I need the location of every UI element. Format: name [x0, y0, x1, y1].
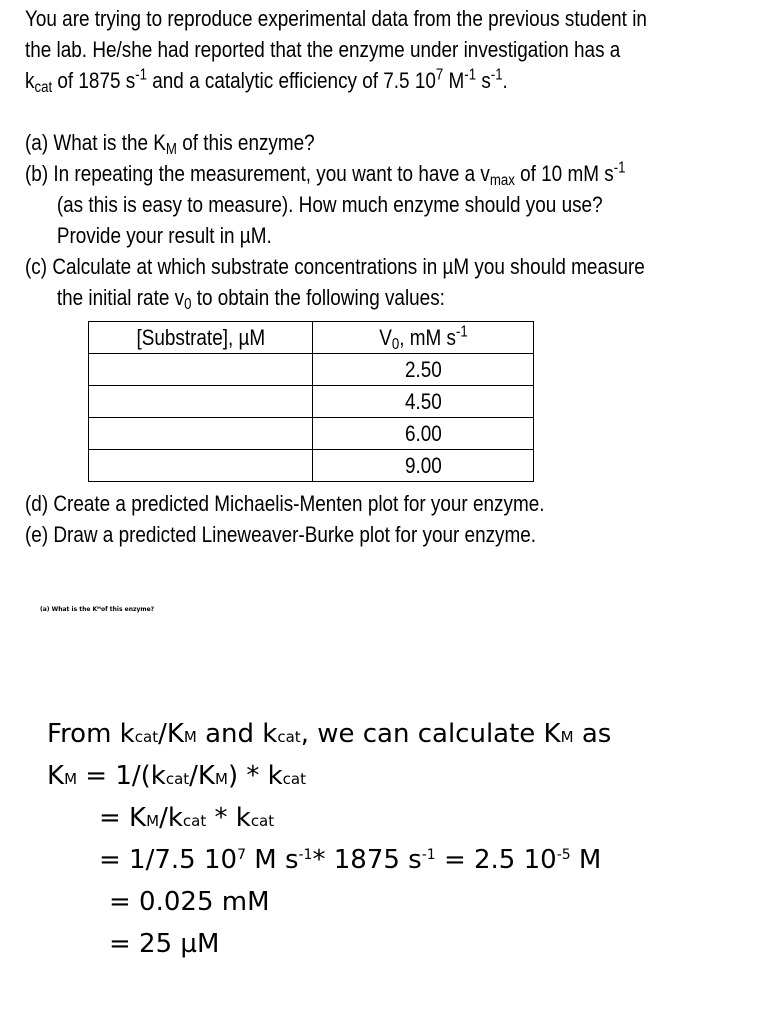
question-d: (d) Create a predicted Michaelis-Menten plot for your enzyme.	[25, 491, 545, 516]
answer-text: M	[570, 845, 602, 875]
answer-small: cat	[282, 770, 306, 788]
v0-subscript: 0	[184, 295, 192, 313]
question-a	[25, 127, 645, 158]
table-row	[89, 418, 534, 450]
substrate-cell	[89, 450, 313, 482]
table-header-row	[89, 322, 534, 354]
intro-efficiency-text: and a catalytic efficiency of 7.5 10	[146, 68, 436, 93]
question-b-line-3: Provide your result in µM.	[56, 223, 272, 248]
answer-exponent: -5	[556, 847, 571, 863]
answer-exponent: -1	[421, 847, 436, 863]
header-v0	[313, 322, 534, 354]
v0-value: 6.00	[404, 420, 442, 446]
table-row	[89, 354, 534, 386]
km-subscript: M	[165, 140, 177, 158]
answer-exponent: 7	[237, 847, 246, 863]
v0-unit: , mM s	[398, 324, 456, 350]
answer-text: /K	[189, 761, 215, 791]
question-b-text: (b) In repeating the measurement, you want to have a v	[25, 161, 490, 186]
answer-line-6: = 25 µM	[109, 929, 220, 959]
intro-kcat-value: of 1875 s	[52, 68, 136, 93]
header-substrate-label: [Substrate], µM	[136, 324, 265, 350]
answer-block	[47, 713, 611, 965]
question-e: (e) Draw a predicted Lineweaver-Burke plot for your enzyme.	[25, 522, 537, 547]
v0-value: 9.00	[404, 452, 442, 478]
answer-text: M s	[245, 845, 299, 875]
answer-small: cat	[165, 770, 190, 788]
answer-small: M	[64, 770, 78, 788]
question-c: (c) Calculate at which substrate concentrations in µM you should measure	[25, 254, 645, 279]
kcat-subscript: cat	[34, 78, 53, 96]
intro-exponent: -1	[490, 66, 503, 84]
answer-text: as	[573, 719, 612, 749]
answer-exponent: -1	[298, 847, 313, 863]
answer-text: * k	[206, 803, 251, 833]
intro-unit: M	[443, 68, 465, 93]
intro-line-3	[25, 65, 647, 96]
v0-cell	[313, 386, 534, 418]
v0-subscript: 0	[391, 335, 399, 353]
answer-text: /k	[159, 803, 183, 833]
v0-unit-exponent: -1	[455, 323, 468, 341]
answer-small: M	[146, 812, 160, 830]
intro-exponent: -1	[135, 66, 147, 84]
intro-line-1: You are trying to reproduce experimental data from the previous student in	[25, 6, 647, 31]
v0-value: 2.50	[404, 356, 442, 382]
v0-cell	[313, 354, 534, 386]
intro-unit: s	[476, 68, 491, 93]
intro-line-2: the lab. He/she had reported that the enzyme under investigation has a	[25, 37, 621, 62]
question-b	[25, 158, 645, 189]
answer-small: cat	[277, 728, 301, 746]
answer-text: /K	[158, 719, 184, 749]
answer-text: * 1875 s	[312, 845, 422, 875]
answer-text: K	[47, 761, 65, 791]
question-c-text-end: to obtain the following values:	[191, 285, 445, 310]
v0-cell	[313, 418, 534, 450]
v0-symbol: V	[378, 324, 392, 350]
answer-line-1	[47, 713, 611, 755]
answer-small: M	[214, 770, 228, 788]
v0-value: 4.50	[404, 388, 442, 414]
substrate-cell	[89, 418, 313, 450]
question-a-text: (a) What is the K	[25, 130, 166, 155]
intro-period: .	[502, 68, 508, 93]
intro-exponent: -1	[464, 66, 477, 84]
problem-intro	[25, 3, 647, 96]
answer-text: = 1/7.5 10	[99, 845, 238, 875]
v0-cell	[313, 450, 534, 482]
answer-small: M	[183, 728, 197, 746]
table-row	[89, 450, 534, 482]
table-row	[89, 386, 534, 418]
vmax-subscript: max	[489, 171, 515, 189]
question-b-exponent: -1	[613, 159, 626, 177]
header-substrate	[89, 322, 313, 354]
answer-text: = 2.5 10	[435, 845, 557, 875]
answer-text: , we can calculate K	[300, 719, 561, 749]
substrate-rate-table	[88, 321, 534, 482]
question-a-text-end: of this enzyme?	[176, 130, 315, 155]
answer-small: cat	[134, 728, 159, 746]
answer-line-4	[47, 839, 611, 881]
answer-small: cat	[182, 812, 207, 830]
question-c-line-2	[25, 282, 645, 313]
answer-small: cat	[250, 812, 275, 830]
questions-d-e	[25, 488, 544, 550]
header-v0-label	[379, 325, 468, 351]
substrate-cell	[89, 354, 313, 386]
answer-text: From k	[47, 719, 135, 749]
question-list	[25, 127, 645, 313]
answer-text: = 1/(k	[77, 761, 166, 791]
answer-text: and k	[196, 719, 278, 749]
answer-text: = K	[99, 803, 147, 833]
answer-line-5: = 0.025 mM	[109, 887, 270, 917]
kcat-symbol: k	[25, 68, 35, 93]
answer-text: ) * k	[227, 761, 283, 791]
answer-line-2	[47, 755, 611, 797]
tiny-question-note: (a) What is the Kᴹof this enzyme?	[40, 606, 155, 613]
question-b-line-2: (as this is easy to measure). How much enzyme should you use?	[56, 192, 603, 217]
answer-line-3	[47, 797, 611, 839]
answer-small: M	[560, 728, 574, 746]
intro-exponent: 7	[435, 66, 444, 84]
question-b-value: of 10 mM s	[514, 161, 614, 186]
substrate-cell	[89, 386, 313, 418]
question-c-text: the initial rate v	[56, 285, 185, 310]
